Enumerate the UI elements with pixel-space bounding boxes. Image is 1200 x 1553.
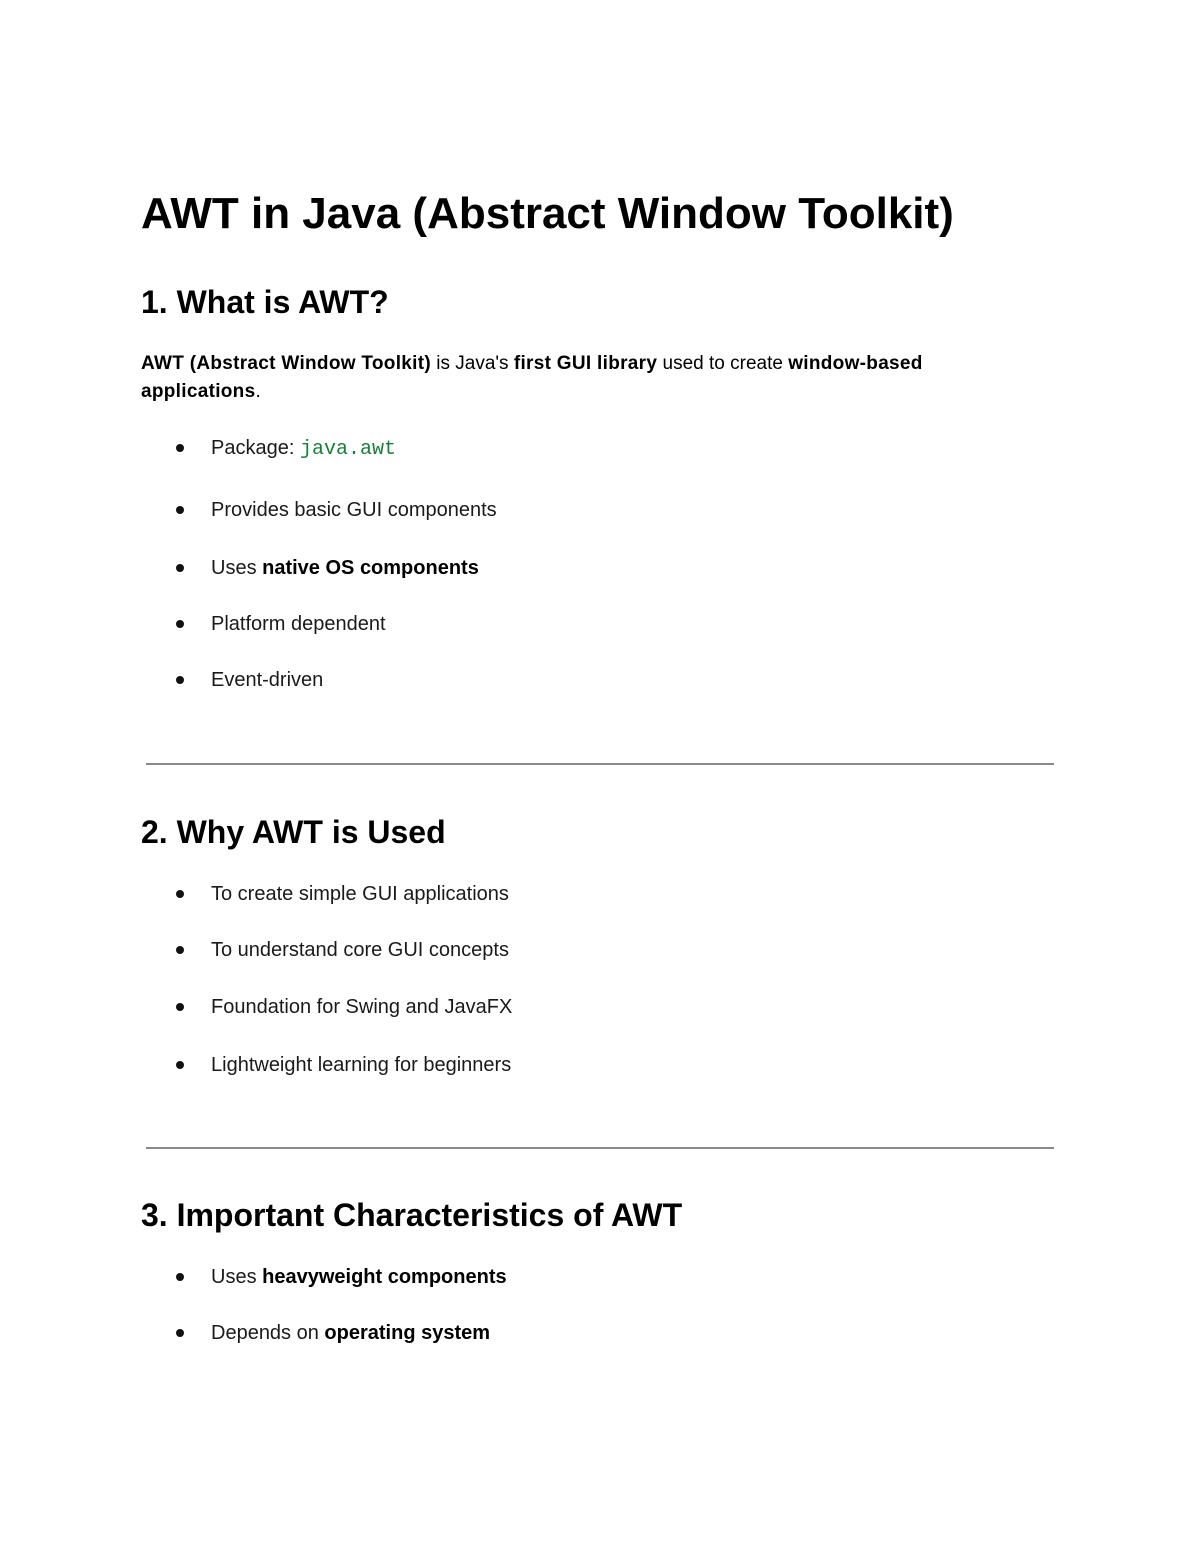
- section-heading-why-awt: 2. Why AWT is Used: [141, 814, 446, 850]
- intro-bold-first-gui: first GUI library: [513, 353, 658, 374]
- bullet-text: Foundation for Swing and JavaFX: [211, 996, 513, 1018]
- intro-bold-awt: AWT (Abstract Window Toolkit): [141, 353, 431, 374]
- intro-paragraph: [141, 350, 1041, 406]
- bullet-text: Package:: [211, 437, 300, 459]
- bullet-text: To create simple GUI applications: [211, 883, 509, 905]
- bullet-text: Depends on: [211, 1322, 325, 1344]
- bullet-icon: [176, 1061, 184, 1069]
- bullet-icon: [176, 564, 184, 572]
- intro-text: is Java's: [430, 353, 514, 374]
- bullet-icon: [176, 890, 184, 898]
- bullet-icon: [176, 1273, 184, 1281]
- bullet-icon: [176, 676, 184, 684]
- bullet-icon: [176, 946, 184, 954]
- horizontal-divider: [146, 763, 1054, 765]
- horizontal-divider: [146, 1147, 1054, 1149]
- bullet-bold-text: operating system: [324, 1322, 491, 1344]
- bullet-icon: [176, 1329, 184, 1337]
- bullet-text: To understand core GUI concepts: [211, 939, 509, 961]
- bullet-icon: [176, 506, 184, 514]
- package-code: java.awt: [299, 438, 396, 461]
- bullet-text: Event-driven: [211, 669, 324, 691]
- bullet-icon: [176, 1003, 184, 1011]
- intro-text: used to create: [657, 353, 789, 374]
- bullet-text: Uses: [211, 1266, 263, 1288]
- section-heading-what-is-awt: 1. What is AWT?: [141, 284, 389, 320]
- bullet-icon: [176, 620, 184, 628]
- bullet-text: Uses: [211, 557, 263, 579]
- bullet-bold-text: native OS components: [262, 557, 479, 579]
- intro-text: .: [255, 381, 261, 402]
- bullet-bold-text: heavyweight components: [262, 1266, 507, 1288]
- bullet-text: Platform dependent: [211, 613, 386, 635]
- page-title: AWT in Java (Abstract Window Toolkit): [141, 189, 954, 238]
- bullet-text: Provides basic GUI components: [211, 499, 497, 521]
- section-heading-characteristics: 3. Important Characteristics of AWT: [141, 1197, 683, 1233]
- intro-bold-window-based: window-based applications: [141, 353, 923, 402]
- bullet-icon: [176, 444, 184, 452]
- bullet-text: Lightweight learning for beginners: [211, 1054, 512, 1076]
